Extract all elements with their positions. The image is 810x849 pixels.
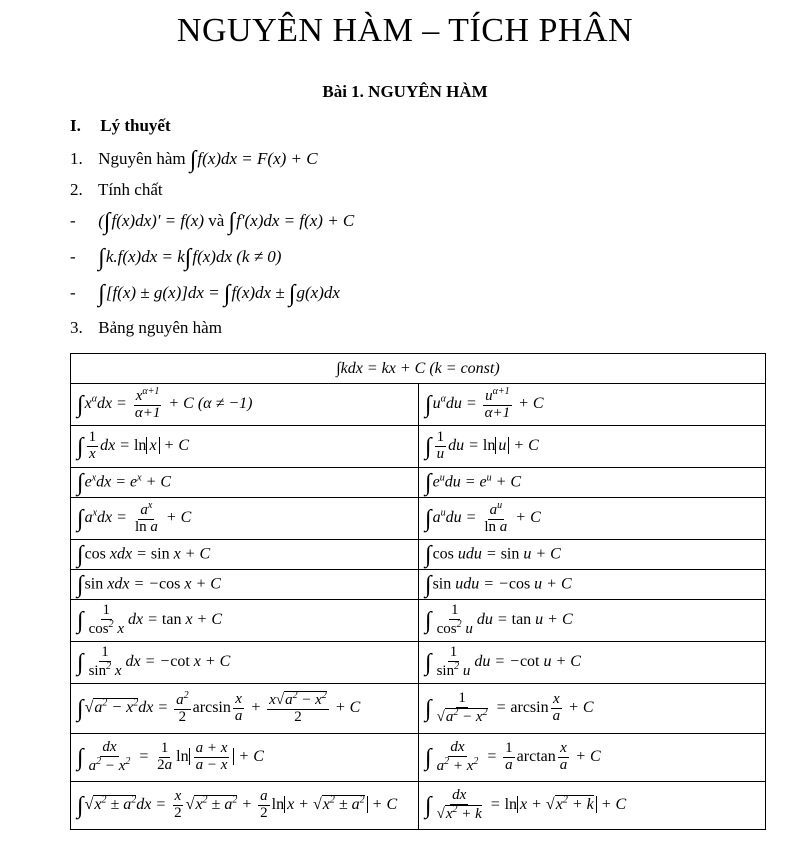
table-cell: ∫ $\frac{dx}{a^2 - x^2}$ = $\frac{1}{2a}$ ln $\frac{a + x}{a - x}$ + C (71, 734, 419, 782)
table-cell: ∫cos udu = sin u + C (419, 540, 766, 570)
table-cell: ∫ $\frac{1}{√a^2 - x^2}$ = arcsin $\frac{x}{a}$ + C (419, 684, 766, 734)
table-cell: $\int√a^2 - x^2dx$ = $\frac{a^2}{2}$ arcsin $\frac{x}{a}$ + $\frac{x√a^2 - x^2}{2}$ + C (71, 684, 419, 734)
table-cell: ∫cos xdx = sin x + C (71, 540, 419, 570)
formula-constant-factor: ∫k.f(x)dx = k∫f(x)dx (k ≠ 0) (98, 245, 282, 271)
section-number: I. (70, 116, 81, 135)
item-properties (70, 180, 163, 200)
item-label: Bảng nguyên hàm (98, 318, 222, 337)
table-cell: $\int u^\alpha du$ = $\frac{u^{\alpha+1}}{\alpha+1}$ + C (419, 384, 766, 426)
table-row (71, 384, 766, 426)
table-cell: $\int√x^2 \pm a^2dx$ = $\frac{x}{2}$ $√x^2 \pm a^2$ + $\frac{a}{2}$ $\ln x + √x^2 \pm a^2 + C$ (71, 782, 419, 830)
lesson-title: Bài 1. NGUYÊN HÀM (322, 82, 488, 101)
item-table (70, 318, 222, 338)
table-row (71, 642, 766, 684)
property-2: - ∫k.f(x)dx = k∫f(x)dx (k ≠ 0) (70, 245, 282, 271)
table-cell: ∫ $\frac{1}{x}$ dx = ln x + C (71, 426, 419, 468)
table-row (71, 498, 766, 540)
table-cell: $\int e^xdx = e^x + C$ (71, 468, 419, 498)
table-row (71, 426, 766, 468)
table-cell: ∫ $\frac{1}{\sin^2 x}$ dx = −cot x + C (71, 642, 419, 684)
table-row (71, 734, 766, 782)
table-cell: ∫sin xdx = −cos x + C (71, 570, 419, 600)
item-number: 1. (70, 148, 83, 168)
item-number: 2. (70, 180, 83, 199)
table-row (71, 684, 766, 734)
section-label: Lý thuyết (100, 116, 171, 135)
formula-definition: ∫f(x)dx = F(x) + C (189, 147, 318, 173)
table-header-cell: ∫kdx = kx + C (k = const) (71, 354, 766, 384)
table-cell: ∫ $\frac{1}{\cos^2 u}$ du = tan u + C (419, 600, 766, 642)
table-row (71, 782, 766, 830)
table-row (71, 468, 766, 498)
page-title: NGUYÊN HÀM – TÍCH PHÂN (176, 12, 634, 49)
connector-text: và (208, 210, 225, 230)
item-number: 3. (70, 318, 83, 337)
table-cell: $\int a^xdx$ = $\frac{a^x}{\text{ln a}}$ + C (71, 498, 419, 540)
item-antiderivative (70, 148, 318, 172)
table-row (71, 354, 766, 384)
table-cell: ∫ $\frac{1}{\sin^2 u}$ du = −cot u + C (419, 642, 766, 684)
formula-sum: ∫[f(x) ± g(x)]dx = ∫f(x)dx ± ∫g(x)dx (98, 281, 340, 307)
formula-differential: ∫f'(x)dx = f(x) + C (228, 209, 355, 235)
table-cell: $\int e^udu = e^u + C$ (419, 468, 766, 498)
table-cell: ∫ $\frac{1}{\cos^2 x}$ dx = tan x + C (71, 600, 419, 642)
table-row (71, 600, 766, 642)
table-cell: ∫sin udu = −cos u + C (419, 570, 766, 600)
table-cell: $\int a^udu$ = $\frac{a^u}{\text{ln a}}$ + C (419, 498, 766, 540)
property-1: - (∫f(x)dx)' = f(x) và ∫f'(x)dx = f(x) + C (70, 209, 355, 235)
antiderivative-table (70, 353, 766, 830)
item-label: Tính chất (97, 180, 163, 199)
table-cell: $\int x^\alpha dx$ = $\frac{x^{\alpha+1}}{\alpha+1}$ + C (α ≠ −1) (71, 384, 419, 426)
table-cell: ∫ $\frac{dx}{√x^2 + k}$ = $\ln x + √x^2 + k + C$ (419, 782, 766, 830)
item-label: Nguyên hàm (98, 148, 186, 168)
table-cell: ∫ $\frac{dx}{a^2 + x^2}$ = $\frac{1}{a}$ arctan $\frac{x}{a}$ + C (419, 734, 766, 782)
table-cell: ∫ $\frac{1}{u}$ du = ln u + C (419, 426, 766, 468)
section-theory (70, 116, 171, 136)
property-3: - ∫[f(x) ± g(x)]dx = ∫f(x)dx ± ∫g(x)dx (70, 281, 340, 307)
formula-derivative: (∫f(x)dx)' = f(x) (98, 209, 204, 235)
table-row (71, 540, 766, 570)
table-row (71, 570, 766, 600)
